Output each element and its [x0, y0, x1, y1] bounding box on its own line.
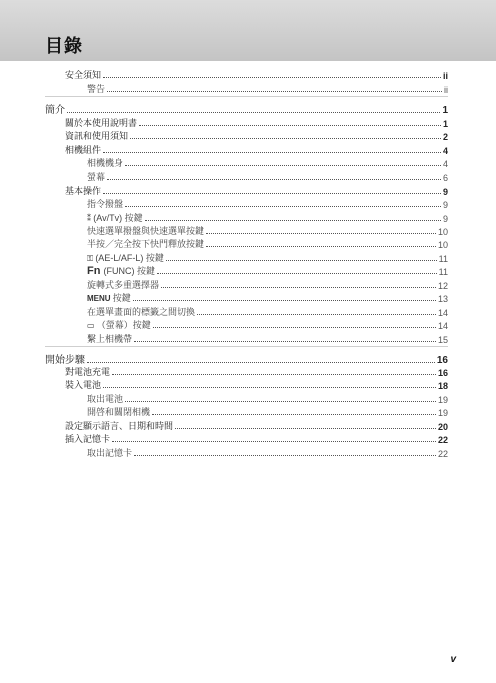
toc-entry-title: 簡介 [45, 105, 65, 116]
toc-entry[interactable] [65, 432, 448, 445]
toc-entry-title: 開啓和關閉相機 [87, 407, 151, 417]
toc-entry-title: 半按／完全按下快門釋放按鍵 [87, 239, 205, 249]
toc-entry[interactable] [65, 378, 448, 391]
toc-entry-title: 在選單畫面的標籤之間切換 [87, 307, 196, 317]
toc-entry[interactable] [87, 264, 448, 277]
monitor-button-icon: ▭ [87, 321, 97, 330]
toc-entry-page: 16 [437, 368, 448, 378]
toc-entry[interactable] [87, 291, 448, 304]
dot-leader [107, 91, 442, 92]
dot-leader [139, 125, 441, 126]
toc-entry-title: 相機組件 [65, 145, 102, 155]
toc-entry[interactable] [65, 184, 448, 197]
toc-entry-title: 設定顯示語言、日期和時間 [65, 421, 174, 431]
toc-entry-title: 警告 [87, 84, 106, 94]
dot-leader [206, 246, 436, 247]
toc-entry-title: ⁑ (Av/Tv) 按鍵 [87, 213, 143, 223]
dot-leader [133, 300, 436, 301]
toc-entry-page: 19 [437, 408, 448, 418]
toc-entry-title: 安全須知 [65, 70, 102, 80]
toc-entry-title: ⚿ (AE-L/AF-L) 按鍵 [87, 253, 164, 263]
toc-entry-title: 相機機身 [87, 158, 124, 168]
toc-entry[interactable] [87, 237, 448, 250]
dot-leader [175, 428, 436, 429]
toc-entry-page: 18 [437, 381, 448, 391]
toc-entry-title: 取出電池 [87, 394, 124, 404]
toc-entry-page: 20 [437, 422, 448, 432]
toc-entry[interactable] [65, 365, 448, 378]
toc-entry-page: 10 [437, 227, 448, 237]
exposure-compensation-icon: ⁑ [87, 214, 94, 223]
toc-entry-page: 10 [437, 240, 448, 250]
toc-entry[interactable] [45, 351, 448, 366]
toc-entry[interactable] [65, 68, 448, 81]
toc-entry-page: 9 [442, 200, 448, 210]
toc-entry-page: 1 [442, 119, 448, 129]
toc-entry-title: MENU 按鍵 [87, 293, 131, 303]
toc-entry-page: 2 [442, 132, 448, 142]
toc-entry[interactable] [65, 116, 448, 129]
dot-leader [145, 220, 441, 221]
toc-entry-page: 11 [438, 267, 448, 277]
toc-entry[interactable] [87, 392, 448, 405]
toc-entry-title: 螢幕 [87, 172, 106, 182]
toc-entry-page: 9 [442, 214, 448, 224]
dot-leader [112, 374, 436, 375]
toc-entry-title: 旋轉式多重選擇器 [87, 280, 160, 290]
toc-entry-page: 22 [437, 449, 448, 459]
toc-entry[interactable] [87, 224, 448, 237]
dot-leader [125, 401, 436, 402]
toc-entry-page: 22 [437, 435, 448, 445]
section-divider [45, 346, 448, 347]
dot-leader [197, 314, 436, 315]
toc-entry-title: 快速選單撥盤與快速選單按鍵 [87, 226, 205, 236]
page-number: v [450, 654, 456, 665]
dot-leader [67, 112, 440, 113]
toc-entry-title: 開始步驟 [45, 355, 85, 366]
toc-entry[interactable] [87, 278, 448, 291]
toc-entry-page: 14 [437, 321, 448, 331]
toc-entry-page: 14 [437, 308, 448, 318]
toc-entry-title: 資訊和使用須知 [65, 131, 129, 141]
toc-entry[interactable] [65, 129, 448, 142]
page-title: 目錄 [45, 36, 83, 56]
dot-leader [166, 260, 437, 261]
toc-entry-page: ii [442, 71, 448, 81]
toc-entry-page: 16 [436, 355, 448, 366]
dot-leader [134, 455, 436, 456]
toc-entry-page: ii [444, 85, 448, 95]
toc-entry[interactable] [87, 197, 448, 210]
dot-leader [157, 273, 437, 274]
toc-entry[interactable] [65, 419, 448, 432]
toc-entry[interactable] [87, 405, 448, 418]
toc-entry[interactable] [87, 446, 448, 459]
toc-entry-title: 取出記憶卡 [87, 448, 133, 458]
dot-leader [152, 414, 436, 415]
toc-entry[interactable] [65, 143, 448, 156]
toc-entry-page: 4 [442, 146, 448, 156]
fn-button-icon: Fn [87, 265, 104, 277]
toc-entry-page: 4 [442, 159, 448, 169]
toc-entry-title: 基本操作 [65, 186, 102, 196]
toc-entry-page: 15 [437, 335, 448, 345]
toc-entry-page: 19 [437, 395, 448, 405]
toc-entry-page: 9 [442, 187, 448, 197]
dot-leader [103, 193, 441, 194]
dot-leader [103, 152, 441, 153]
toc-entry-page: 12 [437, 281, 448, 291]
dot-leader [206, 233, 436, 234]
dot-leader [87, 362, 435, 363]
ae-af-lock-icon: ⚿ [87, 254, 96, 263]
toc-entry-page: 6 [442, 173, 448, 183]
dot-leader [125, 165, 441, 166]
dot-leader [130, 138, 441, 139]
toc-entry[interactable] [87, 170, 448, 183]
dot-leader [107, 179, 441, 180]
dot-leader [103, 77, 441, 78]
toc-entry[interactable] [87, 305, 448, 318]
dot-leader [153, 327, 436, 328]
dot-leader [112, 441, 436, 442]
dot-leader [161, 287, 436, 288]
toc-entry[interactable] [87, 332, 448, 345]
dot-leader [125, 206, 441, 207]
toc-entry[interactable] [87, 251, 448, 264]
toc-entry-title: ▭ （螢幕）按鍵 [87, 320, 151, 330]
toc-entry[interactable] [45, 101, 448, 116]
toc-entry-title: 插入記憶卡 [65, 434, 111, 444]
toc-entry-page: 1 [442, 105, 448, 116]
toc-entry-page: 11 [438, 254, 448, 264]
toc-entry-title: 關於本使用說明書 [65, 118, 138, 128]
toc-entry[interactable] [87, 82, 448, 95]
menu-button-icon: MENU [87, 294, 113, 303]
toc-entry[interactable] [87, 156, 448, 169]
dot-leader [134, 341, 436, 342]
toc-entry-title: 裝入電池 [65, 380, 102, 390]
dot-leader [103, 387, 436, 388]
toc-entry-title: 對電池充電 [65, 367, 111, 377]
toc-entry-title: 繫上相機帶 [87, 334, 133, 344]
toc-entry-title: Fn (FUNC) 按鍵 [87, 265, 155, 277]
toc-entry-page: 13 [437, 294, 448, 304]
toc-entry-title: 指令撥盤 [87, 199, 124, 209]
toc-entry[interactable] [87, 318, 448, 331]
toc-entry[interactable] [87, 211, 448, 224]
section-divider [45, 96, 448, 97]
